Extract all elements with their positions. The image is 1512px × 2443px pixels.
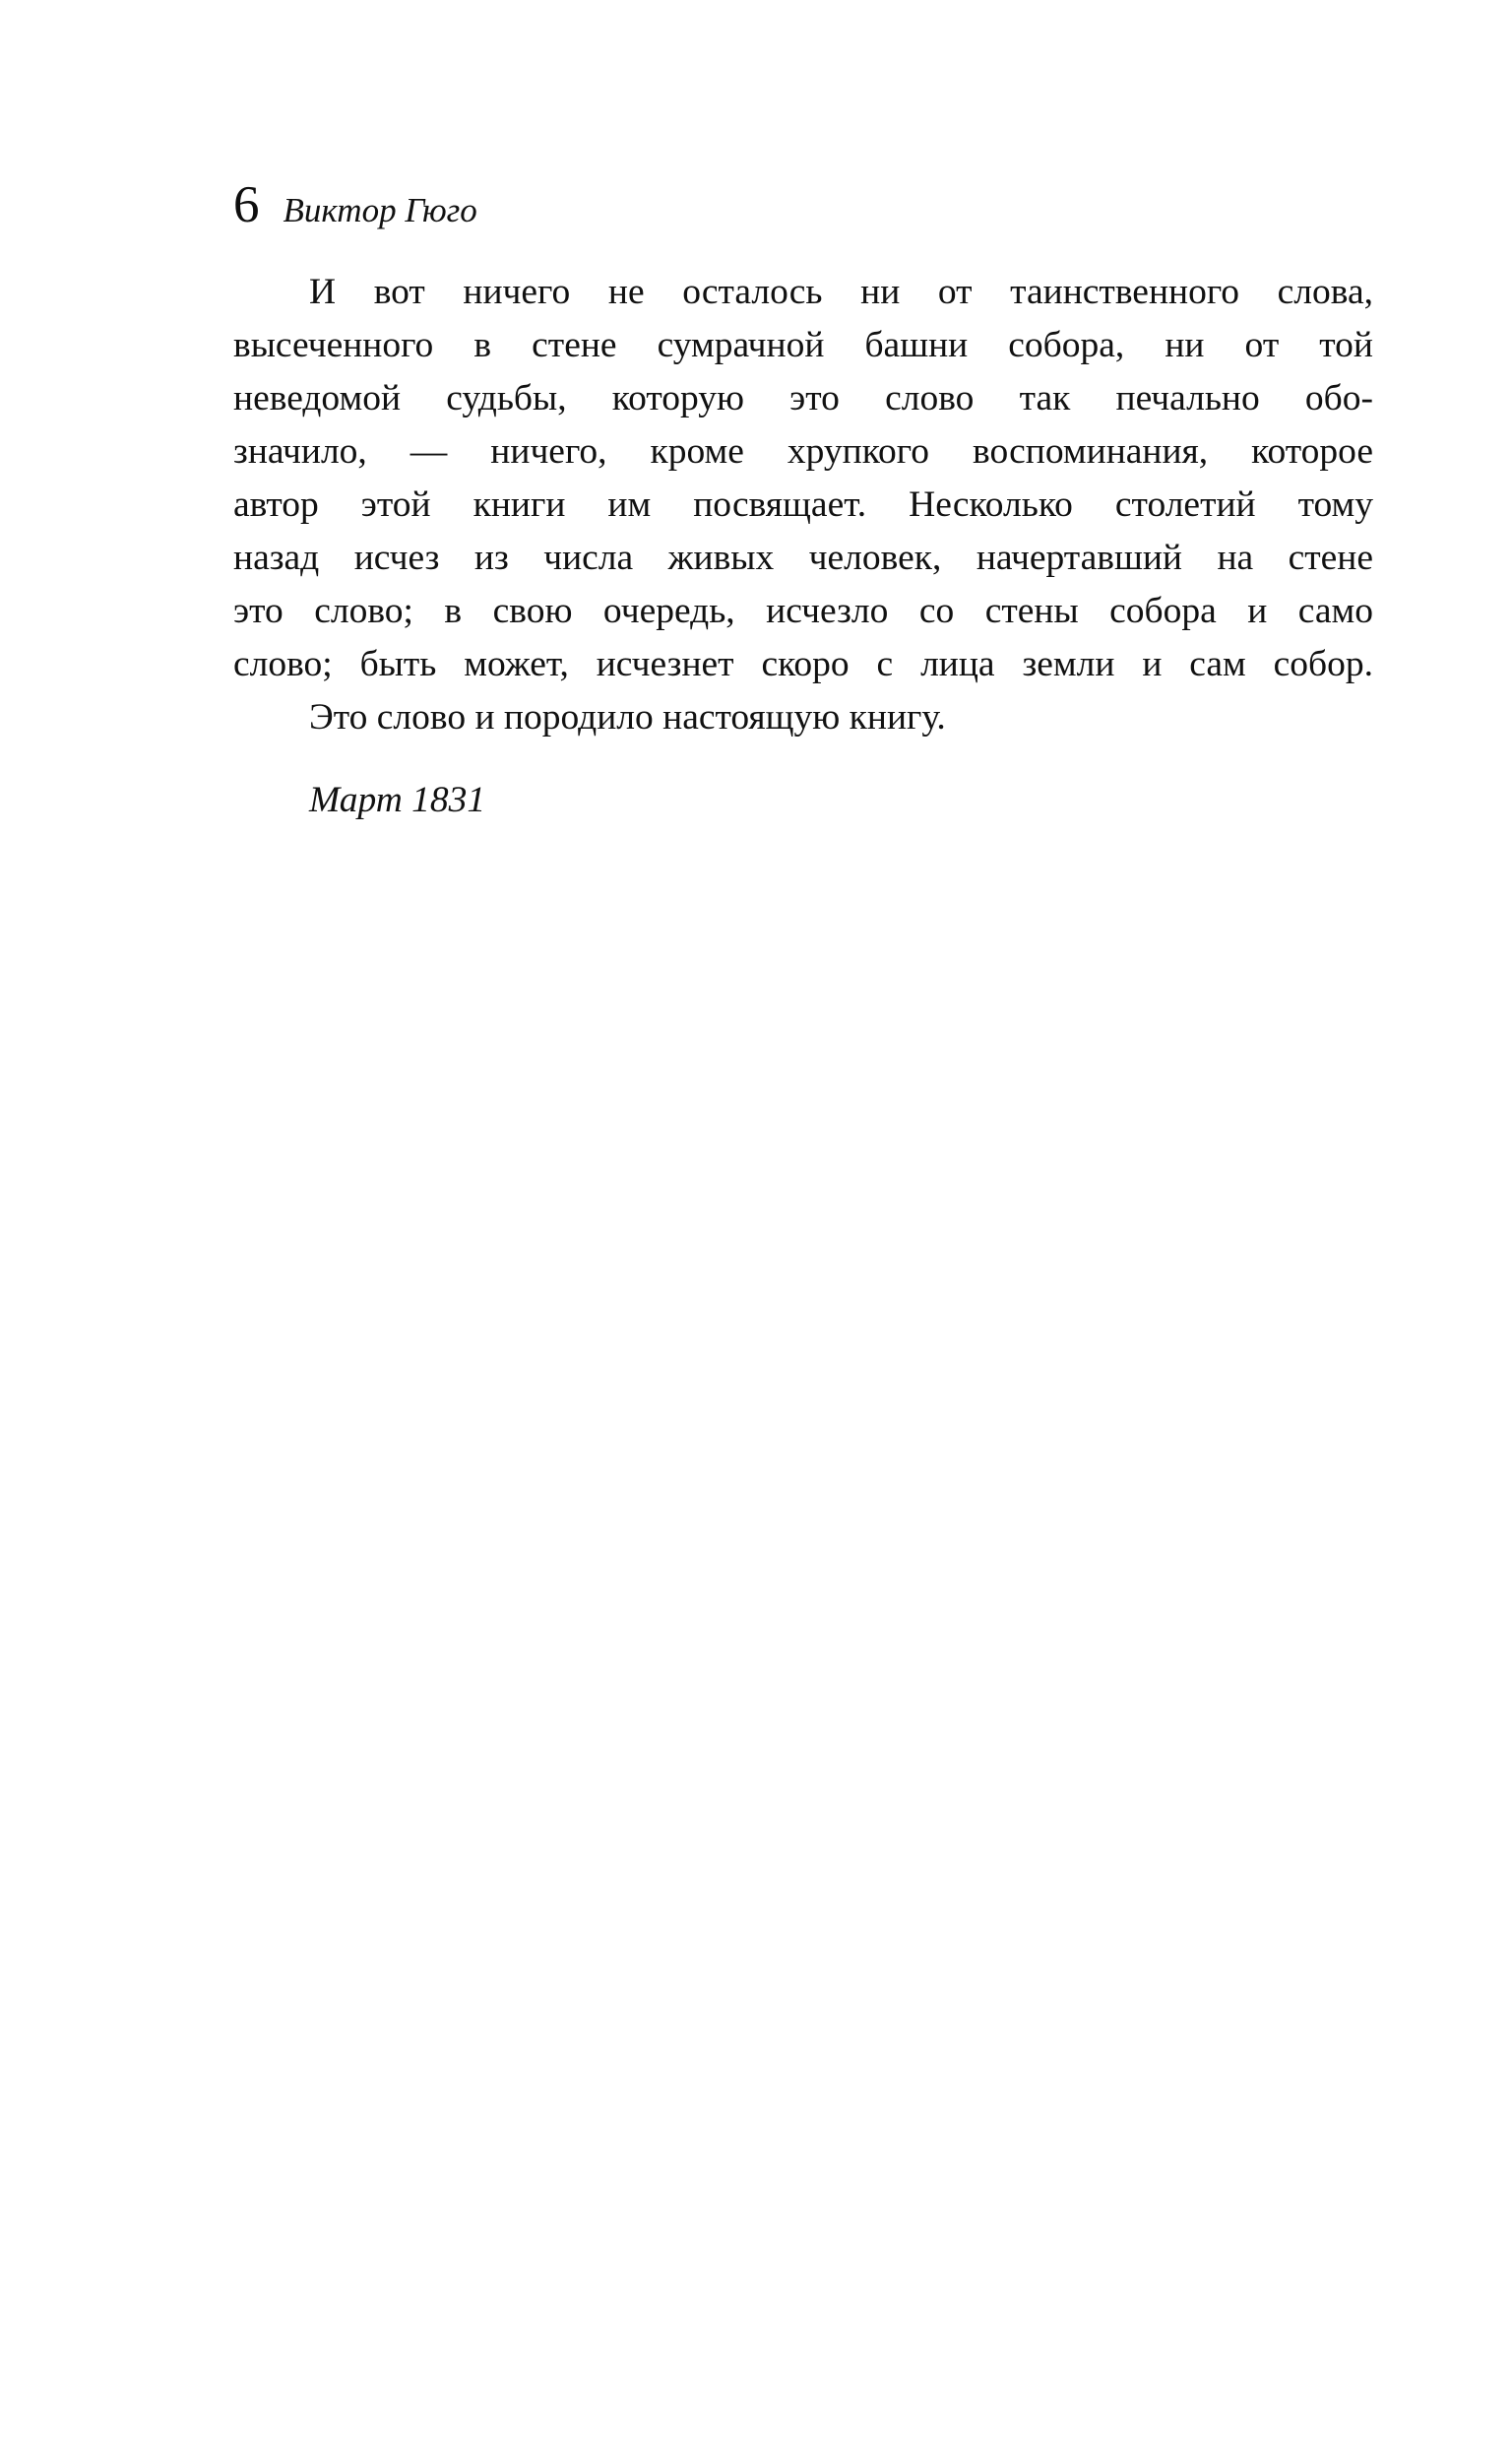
text-line: неведомой судьбы, которую это слово так печально обо- [233, 378, 1373, 418]
body-text [233, 266, 1373, 744]
running-title-author: Виктор Гюго [283, 191, 477, 229]
text-line: назад исчез из числа живых человек, начертавший на стене [233, 538, 1373, 578]
dateline: Март 1831 [309, 780, 486, 820]
text-line: это слово; в свою очередь, исчезло со стены собора и само [233, 591, 1373, 631]
text-line: Это слово и породило настоящую книгу. [309, 697, 946, 738]
text-line: высеченного в стене сумрачной башни собора, ни от той [233, 325, 1373, 365]
text-line: значило, — ничего, кроме хрупкого воспоминания, которое [233, 431, 1373, 472]
paragraph-1 [233, 266, 1373, 691]
text-line: автор этой книги им посвящает. Несколько столетий тому [233, 484, 1373, 525]
text-line: слово; быть может, исчезнет скоро с лица земли и сам собор. [233, 644, 1373, 684]
running-head [233, 175, 477, 234]
paragraph-2 [233, 691, 1373, 744]
page-number: 6 [233, 176, 260, 233]
text-line: И вот ничего не осталось ни от таинственного слова, [309, 272, 1373, 312]
